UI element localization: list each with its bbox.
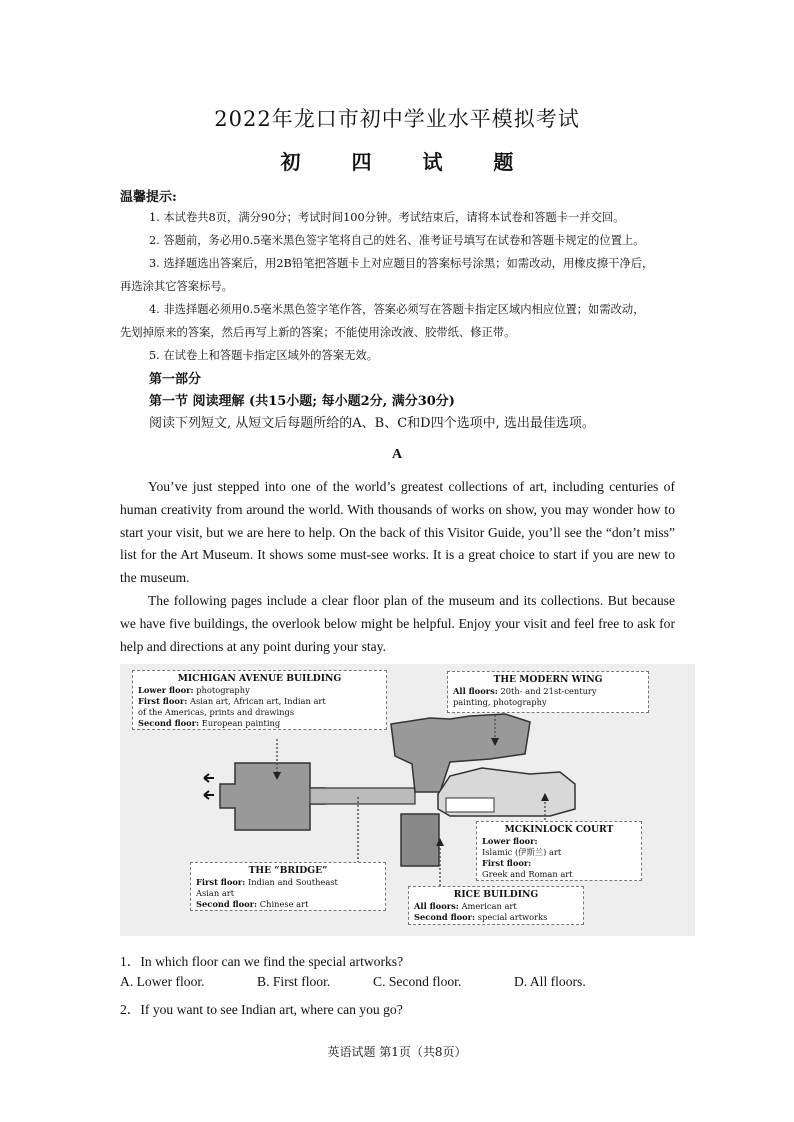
section-instruction: 阅读下列短文, 从短文后每题所给的A、B、C和D四个选项中, 选出最佳选项。 bbox=[149, 416, 595, 431]
floor-value: American art bbox=[458, 901, 517, 911]
floor-value: Asian art, African art, Indian art bbox=[187, 696, 326, 706]
mckinlock-court-title: MCKINLOCK COURT bbox=[504, 824, 614, 835]
floor-value: Chinese art bbox=[257, 899, 309, 909]
notice-item: 先划掉原来的答案，然后再写上新的答案；不能使用涂改液、胶带纸、修正带。 bbox=[120, 326, 516, 339]
floor-value: Indian and Southeast bbox=[245, 877, 338, 887]
passage-paragraph-2: The following pages include a clear floor plan of the museum and its collections. But because we have five buildings, the overlook below might be helpful. Enjoy your visit and feel free to ask for help and directions at any point during your stay. bbox=[120, 593, 675, 654]
floor-key: First floor: bbox=[482, 858, 532, 868]
michigan-avenue-title: MICHIGAN AVENUE BUILDING bbox=[177, 673, 342, 684]
section-heading: 第一节 阅读理解 (共15小题; 每小题2分, 满分30分) bbox=[149, 394, 455, 409]
museum-floor-map bbox=[120, 664, 695, 936]
notice-item: 3. 选择题选出答案后，用2B铅笔把答题卡上对应题目的答案标号涂黑；如需改动，用橡皮擦干净后， bbox=[149, 257, 654, 270]
floor-value: special artworks bbox=[475, 912, 548, 922]
question-1: 1．In which floor can we find the special artworks? bbox=[120, 954, 404, 969]
floor-value: Greek and Roman art bbox=[482, 869, 573, 879]
exam-subtitle: 初 四 试 题 bbox=[280, 150, 536, 174]
passage-paragraph-1: You’ve just stepped into one of the world’s greatest collections of art, including centuries of human creativity from around the world. With thousands of works on show, you may wonder how to start your visit, but we are here to help. On the back of this Visitor Guide, you’ll see the “don’t miss” list for the Art Museum. It shows some must-see works. It is a great choice to start if you are new to the museum. bbox=[120, 479, 675, 586]
floor-value: 20th- and 21st-century bbox=[497, 686, 597, 696]
floor-key: Second floor: bbox=[414, 912, 476, 922]
option-a: A. Lower floor. bbox=[120, 974, 205, 989]
part-label: 第一部分 bbox=[149, 372, 202, 387]
floor-key: All floors: bbox=[414, 901, 459, 911]
option-d: D. All floors. bbox=[514, 974, 586, 989]
exam-title: 2022年龙口市初中学业水平模拟考试 bbox=[214, 107, 580, 131]
notice-item: 再选涂其它答案标号。 bbox=[120, 280, 233, 293]
floor-value: of the Americas, prints and drawings bbox=[138, 707, 295, 717]
floor-value: Islamic (伊斯兰) art bbox=[482, 847, 562, 857]
modern-wing-title: THE MODERN WING bbox=[493, 674, 603, 685]
bridge-label bbox=[190, 862, 386, 911]
option-b: B. First floor. bbox=[257, 974, 331, 989]
modern-wing-label bbox=[447, 671, 649, 713]
rice-building-title: RICE BUILDING bbox=[453, 889, 539, 900]
notice-heading: 温馨提示: bbox=[120, 190, 177, 205]
floor-key: First floor: bbox=[138, 696, 188, 706]
notice-item: 4. 非选择题必须用0.5毫米黑色签字笔作答，答案必须写在答题卡指定区域内相应位置；如需改动， bbox=[149, 303, 645, 316]
floor-key: First floor: bbox=[196, 877, 246, 887]
floor-value: Asian art bbox=[196, 888, 235, 898]
floor-key: Lower floor: bbox=[482, 836, 538, 846]
bridge-title: THE “BRIDGE” bbox=[248, 865, 328, 876]
mckinlock-court-label bbox=[476, 821, 642, 881]
floor-key: Second floor: bbox=[196, 899, 258, 909]
floor-value: photography bbox=[193, 685, 250, 695]
rice-building-label bbox=[408, 886, 584, 925]
floor-value: European painting bbox=[199, 718, 281, 728]
michigan-avenue-label bbox=[132, 670, 387, 730]
page-footer: 英语试题 第1页（共8页） bbox=[327, 1045, 467, 1059]
passage-label: A bbox=[391, 447, 403, 462]
notice-item: 1. 本试卷共8页，满分90分；考试时间100分钟。考试结束后，请将本试卷和答题卡一并交回。 bbox=[149, 211, 625, 224]
question-2: 2．If you want to see Indian art, where can you go? bbox=[120, 1002, 403, 1017]
floor-key: All floors: bbox=[453, 686, 498, 696]
floor-value: painting, photography bbox=[453, 697, 547, 707]
option-c: C. Second floor. bbox=[373, 974, 462, 989]
floor-key: Lower floor: bbox=[138, 685, 194, 695]
notice-item: 5. 在试卷上和答题卡指定区域外的答案无效。 bbox=[149, 349, 379, 362]
notice-item: 2. 答题前，务必用0.5毫米黑色签字笔将自己的姓名、准考证号填写在试卷和答题卡规定的位置上。 bbox=[149, 234, 645, 247]
floor-key: Second floor: bbox=[138, 718, 200, 728]
